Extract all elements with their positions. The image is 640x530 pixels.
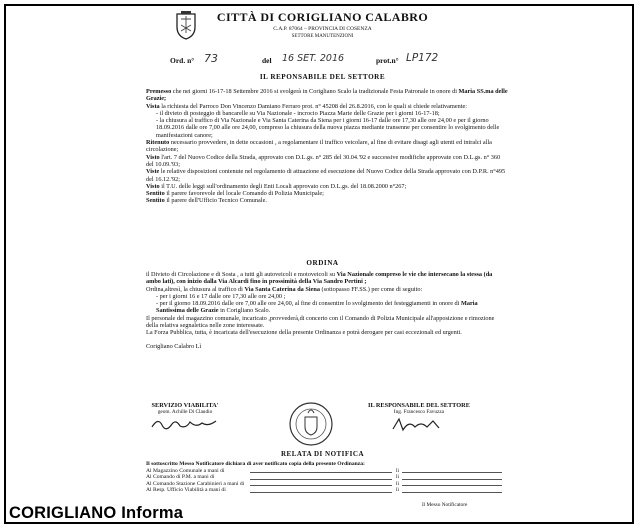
ordina-title: ORDINA [306,259,339,267]
watermark-brand: CORIGLIANO Informa [9,504,184,522]
ordinance-document [130,6,515,506]
notice-title: RELATA DI NOTIFICA [280,450,365,458]
order-section: il Divieto di Circolazione e di Sosta , a tutti gli autoveicoli e motoveicoli su Via Nazionale compreso le vie che intersecano la stessa (da ambo lati), con inizio dalla Via Alcardi fino in prossimità della Via Sandro Pertini ; Ordina,altresì, la chiusura al traffico di Via Santa Caterina da Siena (sottopasso FF.SS.) per come di seguito: - per i giorni 16 e 17 dalle ore 17,30 alle ore 24,00 ; - per il giorno 18.09.2016 dalle ore 7,00 alle ore 24,00, al fine di consentire lo svolgimento dei festeggiamenti in onore di Maria Santissima delle Grazie in Corigliano Scalo. Il personale del magazzino comunale, incaricato ,provvederà,di concerto con il Comando di Polizia Municipale all'apposizione e rimozione della relativa segnaletica nelle zone interessate. La Forza Pubblica, tutta, è incaricata dell'esecuzione della presente Ordinanza e potrà derogare per casi eccezionali ed urgenti. Corigliano Calabro Lì [146,271,495,350]
handwritten-signature-left [150,415,220,433]
municipal-seal-icon [286,401,336,447]
responsible-title: IL REPONSABILE DEL SETTORE [259,73,386,81]
handwritten-signature-right [389,415,449,433]
sector-name: SETTORE MANUTENZIONI [291,34,354,39]
date-label: del [262,56,272,65]
signature-viability: SERVIZIO VIABILITA' geom. Achille Di Claudio [150,402,220,435]
notifier-label: Il Messo Notificatore [422,502,468,508]
premise-section: Premesso che nei giorni 16-17-18 Settembre 2016 si svolgerà in Corigliano Scalo la tradizionale Festa Patronale in onore di Maria SS.ma delle Grazie; Vista la richiesta del Parroco Don Vincenzo Damiano Ferraro prot. n° 45208 del 26.8.2016, con le quali si chiede relativamente: - il divieto di posteggio di bancarelle su Via Nazionale - incrocio Piazza Marie delle Grazie per i giorni 16-17-18; - la chiusura al traffico di Via Nazionale e Via Santa Caterina da Siena per i giorni 16-17 dalle ore 17,30 alle ore 24,00 e per il giorno 18.09.2016 dalle ore 7,00 alle ore 24,00, compreso la chiusura della nuova piazza mediante transenne per consentire lo svolgimento delle manifestazioni canore; Ritenuto necessario provvedere, in dette occasioni , a regolamentare il traffico veicolare, al fine di evitare disagi agli utenti ed intralci alla circolazione; Visto l'art. 7 del Nuovo Codice della Strada, approvato con D.L.gs. n° 285 del 30.04.'92 e successive modifiche approvate con D.L.gs. n° 360 del 10.09.'93; Viste le relative disposizioni contenute nel regolamento di attuazione ed esecuzione del Nuovo Codice della Strada approvato con D.P.R. n°495 del 16.12.'92; Visto il T.U. delle leggi sull'ordinamento degli Enti Locali approvato con D.L.gs. del 18.08.2000 n°267; Sentito il parere favorevole del locale Comando di Polizia Municipale; Sentito il parere dell'Ufficio Tecnico Comunale. [146,88,508,205]
postal-info: C.A.P. 87064 – PROVINCIA DI COSENZA [273,26,372,32]
city-title: CITTÀ DI CORIGLIANO CALABRO [216,10,429,24]
order-date: 16 SET. 2016 [282,53,345,64]
order-number: 73 [204,52,218,65]
protocol-number: LP172 [406,52,439,64]
signature-responsible: IL RESPONSABILE DEL SETTORE Ing. Francesco Favuzza [368,402,470,435]
protocol-label: prot.n° [376,56,399,65]
notice-section: Il sottoscritto Messo Notificatore dichiara di aver notificato copia della presente Ordinanza: Al Magazzino Comunale a mani di lì Al Comando di P.M. a mani di lì Al Comando Stazione Carabinieri a mani di lì Al Resp. Ufficio Viabilità a mani di lì [146,461,508,494]
order-label: Ord. n° [170,56,195,65]
